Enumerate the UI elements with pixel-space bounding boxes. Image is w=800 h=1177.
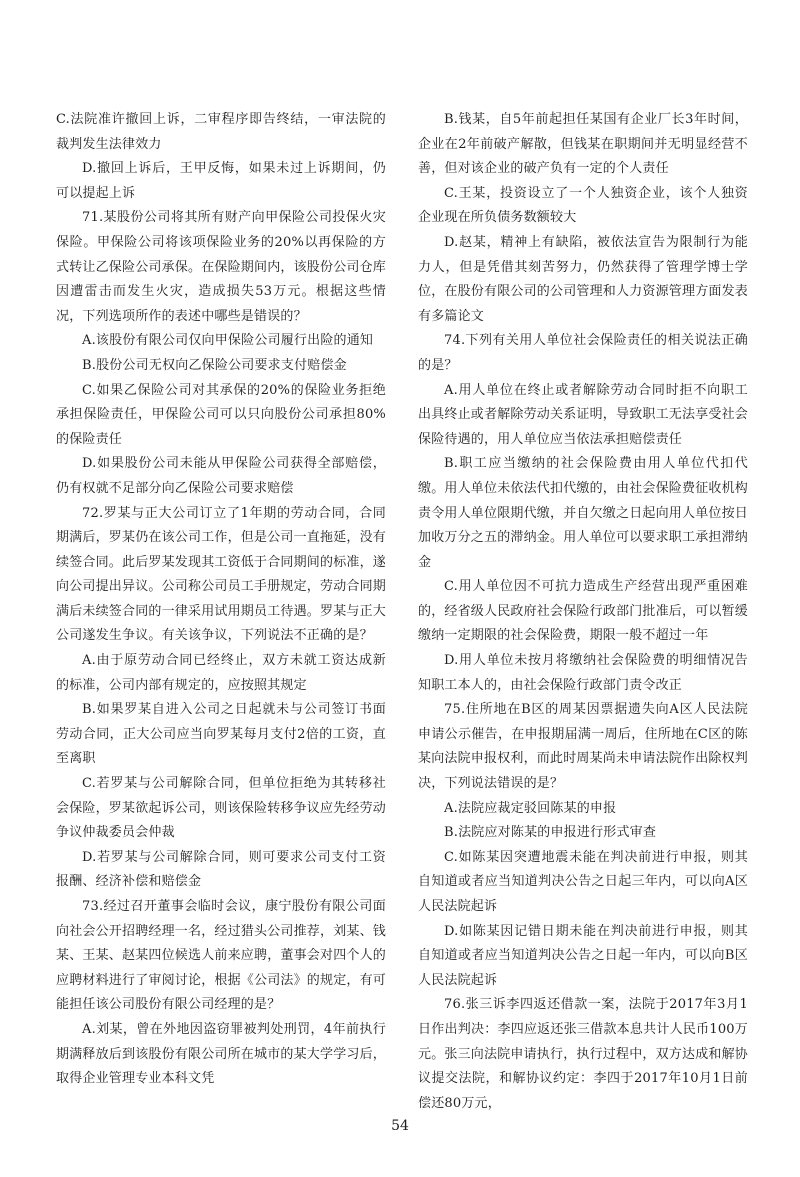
paragraph: A.该股份有限公司仅向甲保险公司履行出险的通知 xyxy=(82,333,374,349)
paragraph: C.法院准许撤回上诉，二审程序即告终结，一审法院的裁判发生法律效力 xyxy=(56,112,386,152)
paragraph: B.法院应对陈某的申报进行形式审查 xyxy=(444,825,657,841)
paragraph: C.如陈某因突遭地震未能在判决前进行申报，则其自知道或者应当知道判决公告之日起三年内，可以向A区人民法院起诉 xyxy=(418,849,748,914)
paragraph: A.刘某，曾在外地因盗窃罪被判处刑罚，4年前执行期满释放后到该股份有限公司所在城市的某大学学习后，取得企业管理专业本科文凭 xyxy=(56,1021,387,1087)
paragraph: B.钱某，自5年前起担任某国有企业厂长3年时间，企业在2年前破产解散，但钱某在职期间并无明显经营不善，但对该企业的破产负有一定的个人责任 xyxy=(418,112,748,177)
paragraph: 72.罗某与正大公司订立了1年期的劳动合同，合同期满后，罗某仍在该公司工作，但是公司一直拖延，没有续签合同。此后罗某发现其工资低于合同期间的标准，遂向公司提出异议。公司称公司员工手册规定，劳动合同期满后未续签合同的一律采用试用期员工待遇。罗某与正大公司遂发生争议。有关该争议，下列说法不正确的是？ xyxy=(56,505,387,644)
page-number: 54 xyxy=(391,1118,409,1134)
paragraph: 75.住所地在B区的周某因票据遗失向A区人民法院申请公示催告，在申报期届满一周后，住所地在C区的陈某向法院申报权利，而此时周某尚未申请法院作出除权判决，下列说法错误的是？ xyxy=(418,702,749,792)
paragraph: C.如果乙保险公司对其承保的20%的保险业务拒绝承担保险责任，甲保险公司可以只向股份公司承担80%的保险责任 xyxy=(56,382,386,447)
paragraph: B.股份公司无权向乙保险公司要求支付赔偿金 xyxy=(82,357,347,373)
paragraph: D.撤回上诉后，王甲反悔，如果未过上诉期间，仍可以提起上诉 xyxy=(56,161,386,201)
paragraph: 73.经过召开董事会临时会议，康宁股份有限公司面向社会公开招聘经理一名，经过猎头公司推荐，刘某、钱某、王某、赵某四位候选人前来应聘，董事会对四个人的应聘材料进行了审阅讨论，根据《公司法》的规定，有可能担任该公司股份有限公司经理的是？ xyxy=(56,899,387,1013)
paragraph: A.法院应裁定驳回陈某的申报 xyxy=(444,800,617,816)
paragraph: D.用人单位未按月将缴纳社会保险费的明细情况告知职工本人的，由社会保险行政部门责令改正 xyxy=(418,653,748,693)
paragraph: 74.下列有关用人单位社会保险责任的相关说法正确的是？ xyxy=(418,333,748,373)
paragraph: D.如果股份公司未能从甲保险公司获得全部赔偿，仍有权就不足部分向乙保险公司要求赔偿 xyxy=(56,456,386,496)
paragraph: D.如陈某因记错日期未能在判决前进行申报，则其自知道或者应当知道判决公告之日起一年内，可以向B区人民法院起诉 xyxy=(418,923,748,988)
paragraph: D.赵某，精神上有缺陷，被依法宣告为限制行为能力人，但是凭借其刻苦努力，仍然获得了管理学博士学位，在股份有限公司的公司管理和人力资源管理方面发表有多篇论文 xyxy=(418,234,749,324)
left-column xyxy=(56,108,386,1092)
paragraph: A.由于原劳动合同已经终止，双方未就工资达成新的标准，公司内部有规定的，应按照其规定 xyxy=(56,653,386,693)
paragraph: D.若罗某与公司解除合同，则可要求公司支付工资报酬、经济补偿和赔偿金 xyxy=(56,849,386,890)
paragraph: B.如果罗某自进入公司之日起就未与公司签订书面劳动合同，正大公司应当向罗某每月支付2倍的工资，直至离职 xyxy=(56,702,386,767)
paragraph: C.用人单位因不可抗力造成生产经营出现严重困难的，经省级人民政府社会保险行政部门批准后，可以暂缓缴纳一定期限的社会保险费，期限一般不超过一年 xyxy=(418,579,749,644)
paragraph: B.职工应当缴纳的社会保险费由用人单位代扣代缴。用人单位未依法代扣代缴的，由社会保险费征收机构责令用人单位限期代缴，并自欠缴之日起向用人单位按日加收万分之五的滞纳金。用人单位可以要求职工承担滞纳金 xyxy=(418,456,749,570)
paragraph: C.王某，投资设立了一个人独资企业，该个人独资企业现在所负债务数额较大 xyxy=(418,185,748,226)
paragraph: 76.张三诉李四返还借款一案，法院于2017年3月1日作出判决：李四应返还张三借款本息共计人民币100万元。张三向法院申请执行，执行过程中，双方达成和解协议提交法院，和解协议约定：李四于2017年10月1日前偿还80万元， xyxy=(418,997,749,1111)
paragraph: C.若罗某与公司解除合同，但单位拒绝为其转移社会保险，罗某欲起诉公司，则该保险转移争议应先经劳动争议仲裁委员会仲裁 xyxy=(56,776,387,841)
right-column xyxy=(418,108,748,1116)
paragraph: 71.某股份公司将其所有财产向甲保险公司投保火灾保险。甲保险公司将该项保险业务的20%以再保险的方式转让乙保险公司承保。在保险期间内，该股份公司仓库因遭雷击而发生火灾，造成损失53万元。根据这些情况，下列选项所作的表述中哪些是错误的？ xyxy=(56,210,387,324)
paragraph: A.用人单位在终止或者解除劳动合同时拒不向职工出具终止或者解除劳动关系证明，导致职工无法享受社会保险待遇的，用人单位应当依法承担赔偿责任 xyxy=(418,382,749,447)
